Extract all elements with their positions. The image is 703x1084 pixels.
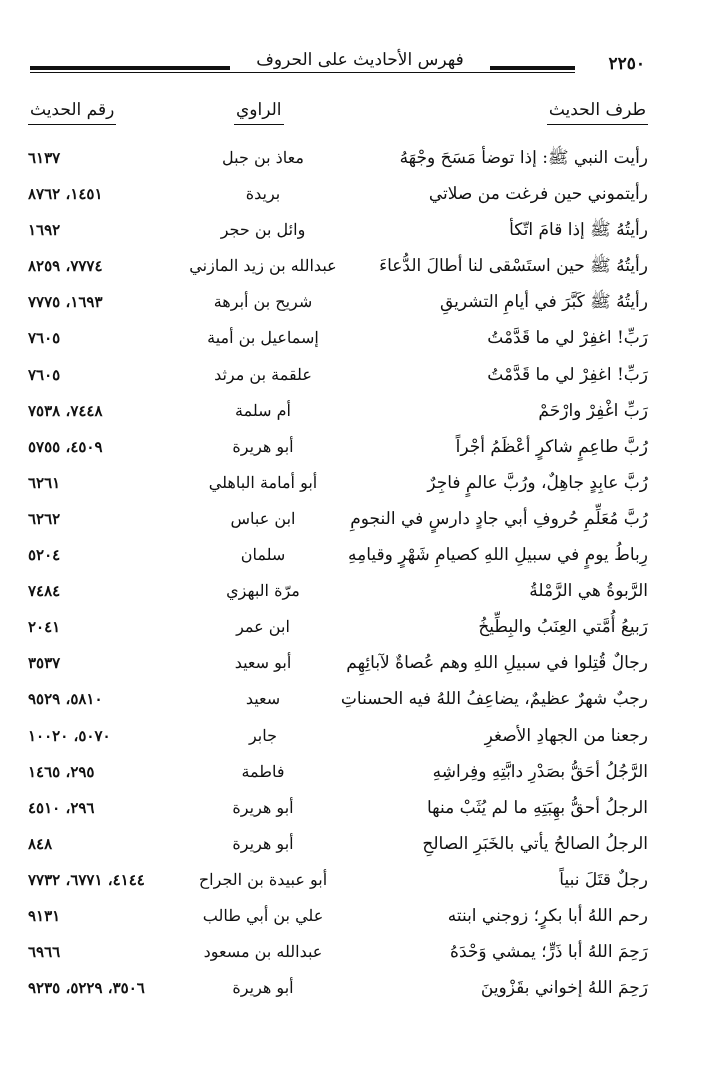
hadith-text: الرَّجُلُ أحَقُّ بصَدْرِ دابَّتِهِ وفِراشِهِ xyxy=(432,761,648,782)
header-rule-thin xyxy=(30,72,575,73)
hadith-number: ٤٥٠٩، ٥٧٥٥ xyxy=(28,437,103,456)
table-row xyxy=(28,465,648,501)
narrator-name: وائل بن حجر xyxy=(220,220,306,240)
hadith-text: رأيت النبي ﷺ: إذا توضأ مَسَحَ وجْهَهُ xyxy=(399,148,648,168)
page-number: ٢٢٥٠ xyxy=(602,54,645,74)
hadith-number: ٥٢٠٤ xyxy=(28,546,61,565)
hadith-text: الرَّبوةُ هي الرَّمْلةُ xyxy=(529,581,648,602)
narrator-name: شريح بن أبرهة xyxy=(213,292,313,312)
table-row xyxy=(28,140,648,176)
hadith-number: ٦٢٦٢ xyxy=(28,509,61,528)
hadith-text: رأيتُهُ ﷺ كَبَّرَ في أيامِ التشريقِ xyxy=(439,292,648,313)
narrator-name: إسماعيل بن أمية xyxy=(207,328,319,348)
table-row xyxy=(28,645,648,681)
hadith-number: ٤١٤٤، ٦٧٧١، ٧٧٣٢ xyxy=(28,870,145,889)
hadith-number: ٧٦٠٥ xyxy=(28,365,61,384)
table-row xyxy=(28,826,648,862)
hadith-text: رِباطُ يومٍ في سبيلِ اللهِ كصيامِ شَهْرٍ وقيامِهِ xyxy=(347,545,648,566)
narrator-name: معاذ بن جبل xyxy=(222,148,304,167)
hadith-text: رَبيعُ أُمَّتي العِنَبُ والبِطِّيخُ xyxy=(478,617,648,638)
table-row xyxy=(28,934,648,970)
hadith-number: ٢٩٥، ١٤٦٥ xyxy=(28,762,95,781)
table-row xyxy=(28,501,648,537)
table-row xyxy=(28,393,648,429)
table-row xyxy=(28,862,648,898)
hadith-text: رأيتُهُ ﷺ حين استَسْقى لنا أطالَ الدُّعاءَ xyxy=(379,256,648,277)
narrator-name: أبو هريرة xyxy=(232,436,294,456)
column-header-narrator: الراوي xyxy=(234,96,284,125)
hadith-text: الرجلُ الصالحُ يأتي بالخَبَرِ الصالحِ xyxy=(422,833,648,854)
narrator-name: سعيد xyxy=(245,689,281,709)
table-row xyxy=(28,284,648,320)
column-headers xyxy=(28,96,648,136)
hadith-number: ٧٤٤٨، ٧٥٣٨ xyxy=(28,401,103,420)
hadith-number: ١٤٥١، ٨٧٦٢ xyxy=(28,185,103,204)
hadith-text: رحم اللهُ أبا بكرٍ؛ زوجني ابنته xyxy=(447,905,648,926)
hadith-text: رَبِّ اغْفِرْ وارْحَمْ xyxy=(538,400,648,421)
hadith-text: رَبِّ! اغفِرْ لي ما قَدَّمْتُ xyxy=(487,364,648,385)
table-row xyxy=(28,429,648,465)
narrator-name: علقمة بن مرثد xyxy=(214,364,312,384)
narrator-name: أبو أمامة الباهلي xyxy=(208,472,318,492)
narrator-name: أم سلمة xyxy=(235,400,291,420)
narrator-name: أبو هريرة xyxy=(232,833,294,853)
hadith-number: ١٦٩٣، ٧٧٧٥ xyxy=(28,293,103,312)
hadith-text: رَبِّ! اغفِرْ لي ما قَدَّمْتُ xyxy=(487,328,648,349)
hadith-number: ٥٠٧٠، ١٠٠٢٠ xyxy=(28,726,111,745)
table-row xyxy=(28,754,648,790)
table-row xyxy=(28,718,648,754)
narrator-name: ابن عمر xyxy=(236,617,290,637)
hadith-text: الرجلُ أحقُّ بهِبَتِهِ ما لم يُثَبْ منها xyxy=(426,797,648,818)
hadith-text: رأيتموني حين فرغت من صلاتي xyxy=(428,184,648,205)
table-row xyxy=(28,573,648,609)
table-row xyxy=(28,248,648,284)
table-row xyxy=(28,212,648,248)
narrator-name: بريدة xyxy=(245,184,281,204)
running-title: فهرس الأحاديث على الحروف xyxy=(230,48,490,72)
table-row xyxy=(28,537,648,573)
table-row xyxy=(28,176,648,212)
narrator-name: أبو سعيد xyxy=(234,653,292,673)
hadith-number: ٥٨١٠، ٩٥٢٩ xyxy=(28,690,103,709)
narrator-name: عبدالله بن زيد المازني xyxy=(189,256,337,276)
table-row xyxy=(28,970,648,1006)
table-row xyxy=(28,320,648,356)
hadith-number: ٩١٣١ xyxy=(28,906,61,925)
narrator-name: سلمان xyxy=(240,545,286,565)
hadith-text: رجبٌ شهرٌ عظيمٌ، يضاعِفُ اللهُ فيه الحسناتِ xyxy=(340,689,648,710)
hadith-index-table xyxy=(28,140,648,1006)
page-header xyxy=(30,46,645,76)
hadith-text: رجعنا من الجهادِ الأصغرِ xyxy=(484,725,648,746)
table-row xyxy=(28,898,648,934)
narrator-name: عبدالله بن مسعود xyxy=(203,942,323,962)
hadith-number: ٢٩٦، ٤٥١٠ xyxy=(28,798,95,817)
narrator-name: فاطمة xyxy=(241,761,285,781)
hadith-number: ٧٦٠٥ xyxy=(28,329,61,348)
hadith-number: ٢٠٤١ xyxy=(28,618,61,637)
narrator-name: علي بن أبي طالب xyxy=(202,905,324,925)
narrator-name: جابر xyxy=(248,725,278,745)
hadith-number: ٨٤٨ xyxy=(28,834,53,853)
hadith-number: ٣٥٣٧ xyxy=(28,654,61,673)
hadith-number: ٧٤٨٤ xyxy=(28,582,61,601)
narrator-name: مرّة البهزي xyxy=(226,581,300,601)
hadith-number: ١٦٩٢ xyxy=(28,221,61,240)
table-row xyxy=(28,790,648,826)
table-row xyxy=(28,609,648,645)
hadith-text: رَحِمَ اللهُ إخواني بقَزْوينَ xyxy=(480,978,648,999)
narrator-name: أبو هريرة xyxy=(232,978,294,998)
hadith-text: رُبَّ طاعِمٍ شاكرٍ أعْظَمُ أجْراً xyxy=(455,436,648,457)
narrator-name: ابن عباس xyxy=(230,508,296,528)
narrator-name: أبو هريرة xyxy=(232,797,294,817)
hadith-number: ٦١٣٧ xyxy=(28,149,61,167)
column-header-hadith: طرف الحديث xyxy=(547,96,648,125)
hadith-text: رجالٌ قُتِلوا في سبيلِ اللهِ وهم عُصاةٌ لآبائِهِم xyxy=(346,653,648,674)
hadith-text: رجلٌ قتَلَ نبياً xyxy=(559,869,648,890)
narrator-name: أبو عبيدة بن الجراح xyxy=(198,869,328,889)
hadith-text: رأيتُهُ ﷺ إذا قامَ اتّكأ xyxy=(509,220,648,241)
hadith-number: ٣٥٠٦، ٥٢٢٩، ٩٢٣٥ xyxy=(28,979,145,998)
table-row xyxy=(28,357,648,393)
hadith-text: رُبَّ مُعَلِّمِ حُروفِ أبي جادٍ دارسٍ في النجومِ xyxy=(350,508,648,529)
hadith-text: رُبَّ عابِدٍ جاهِلٌ، ورُبَّ عالمٍ فاجِرٌ xyxy=(427,472,648,493)
column-header-number: رقم الحديث xyxy=(28,96,116,125)
hadith-number: ٦٢٦١ xyxy=(28,473,61,492)
hadith-number: ٧٧٧٤، ٨٢٥٩ xyxy=(28,257,103,276)
hadith-number: ٦٩٦٦ xyxy=(28,943,61,962)
table-row xyxy=(28,681,648,717)
hadith-text: رَحِمَ اللهُ أبا ذَرٍّ؛ يمشي وَحْدَهُ xyxy=(450,942,648,963)
